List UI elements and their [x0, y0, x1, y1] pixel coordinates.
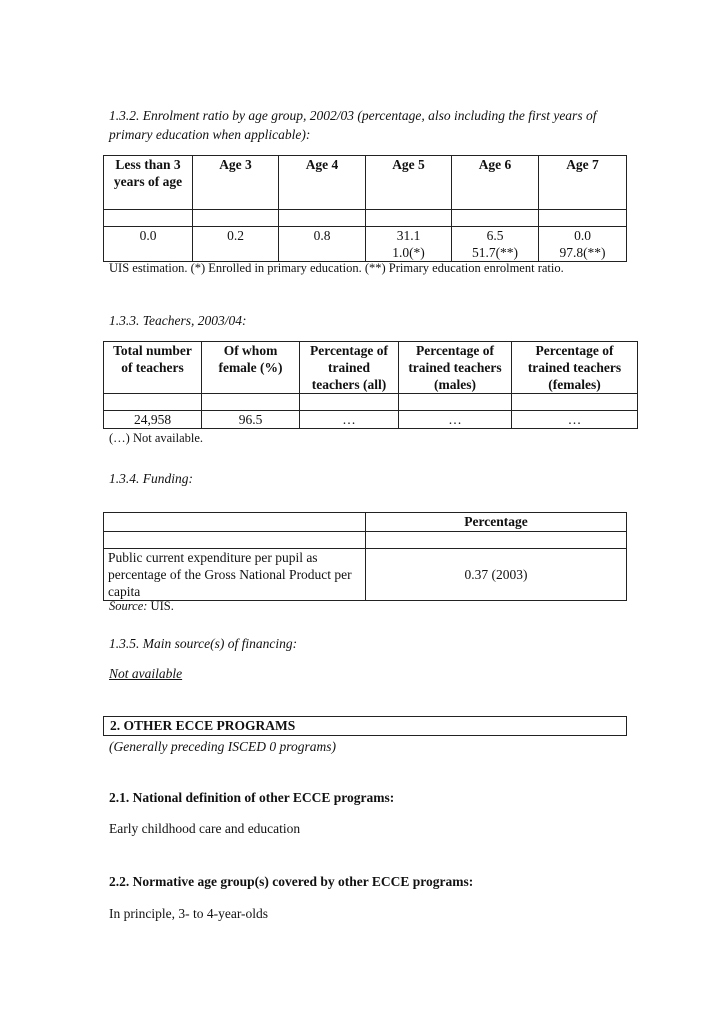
section-21-text: Early childhood care and education — [109, 821, 301, 836]
table-row — [104, 411, 638, 429]
table-spacer-row — [104, 210, 627, 227]
table-header-row — [104, 156, 627, 210]
section-133-note: (…) Not available. — [109, 431, 204, 445]
header-cell: Age 3 — [193, 156, 279, 210]
section-135-text: Not available — [109, 666, 183, 681]
value-cell: 0.8 — [279, 227, 366, 262]
header-cell: Age 4 — [279, 156, 366, 210]
header-cell: Of whom female (%) — [202, 342, 300, 394]
header-cell: Percentage of trained teachers (females) — [512, 342, 638, 394]
value-cell: 96.5 — [202, 411, 300, 429]
section-22-text: In principle, 3- to 4-year-olds — [109, 906, 269, 921]
table-spacer-row — [104, 394, 638, 411]
source-note: Source: UIS. — [109, 599, 174, 613]
section-22-heading: 2.2. Normative age group(s) covered by other ECCE programs: — [109, 874, 474, 889]
header-cell: Percentage — [366, 513, 627, 532]
value-cell: 24,958 — [104, 411, 202, 429]
section-134-heading: 1.3.4. Funding: — [109, 471, 193, 486]
value-cell: 0.2 — [193, 227, 279, 262]
table-header-row — [104, 513, 627, 532]
section-133-heading: 1.3.3. Teachers, 2003/04: — [109, 313, 247, 328]
section-135-heading: 1.3.5. Main source(s) of financing: — [109, 636, 298, 651]
value-cell: … — [512, 411, 638, 429]
header-cell: Total number of teachers — [104, 342, 202, 394]
section-2-title: 2. OTHER ECCE PROGRAMS — [103, 716, 627, 736]
section-132-note: UIS estimation. (*) Enrolled in primary education. (**) Primary education enrolment ratio. — [109, 261, 564, 275]
enrolment-table — [103, 155, 627, 262]
header-cell: Percentage of trained teachers (all) — [300, 342, 399, 394]
value-cell: … — [399, 411, 512, 429]
section-21-heading: 2.1. National definition of other ECCE programs: — [109, 790, 395, 805]
value-cell: … — [300, 411, 399, 429]
header-cell: Age 5 — [366, 156, 452, 210]
header-cell: Age 6 — [452, 156, 539, 210]
table-spacer-row — [104, 532, 627, 549]
value-cell: 0.0 97.8(**) — [539, 227, 627, 262]
teachers-table — [103, 341, 638, 429]
row-label-cell: Public current expenditure per pupil as percentage of the Gross National Product per capita — [104, 549, 366, 601]
value-cell: 0.37 (2003) — [366, 549, 627, 601]
section-132-heading: 1.3.2. Enrolment ratio by age group, 2002/03 (percentage, also including the first years of primary education when applicable): — [109, 108, 597, 142]
section-2-subtitle: (Generally preceding ISCED 0 programs) — [109, 739, 336, 754]
header-cell: Percentage of trained teachers (males) — [399, 342, 512, 394]
table-row — [104, 549, 627, 601]
value-cell: 0.0 — [104, 227, 193, 262]
header-cell: Age 7 — [539, 156, 627, 210]
table-header-row — [104, 342, 638, 394]
value-cell: 31.1 1.0(*) — [366, 227, 452, 262]
table-row — [104, 227, 627, 262]
value-cell: 6.5 51.7(**) — [452, 227, 539, 262]
funding-table — [103, 512, 627, 601]
header-cell: Less than 3 years of age — [104, 156, 193, 210]
